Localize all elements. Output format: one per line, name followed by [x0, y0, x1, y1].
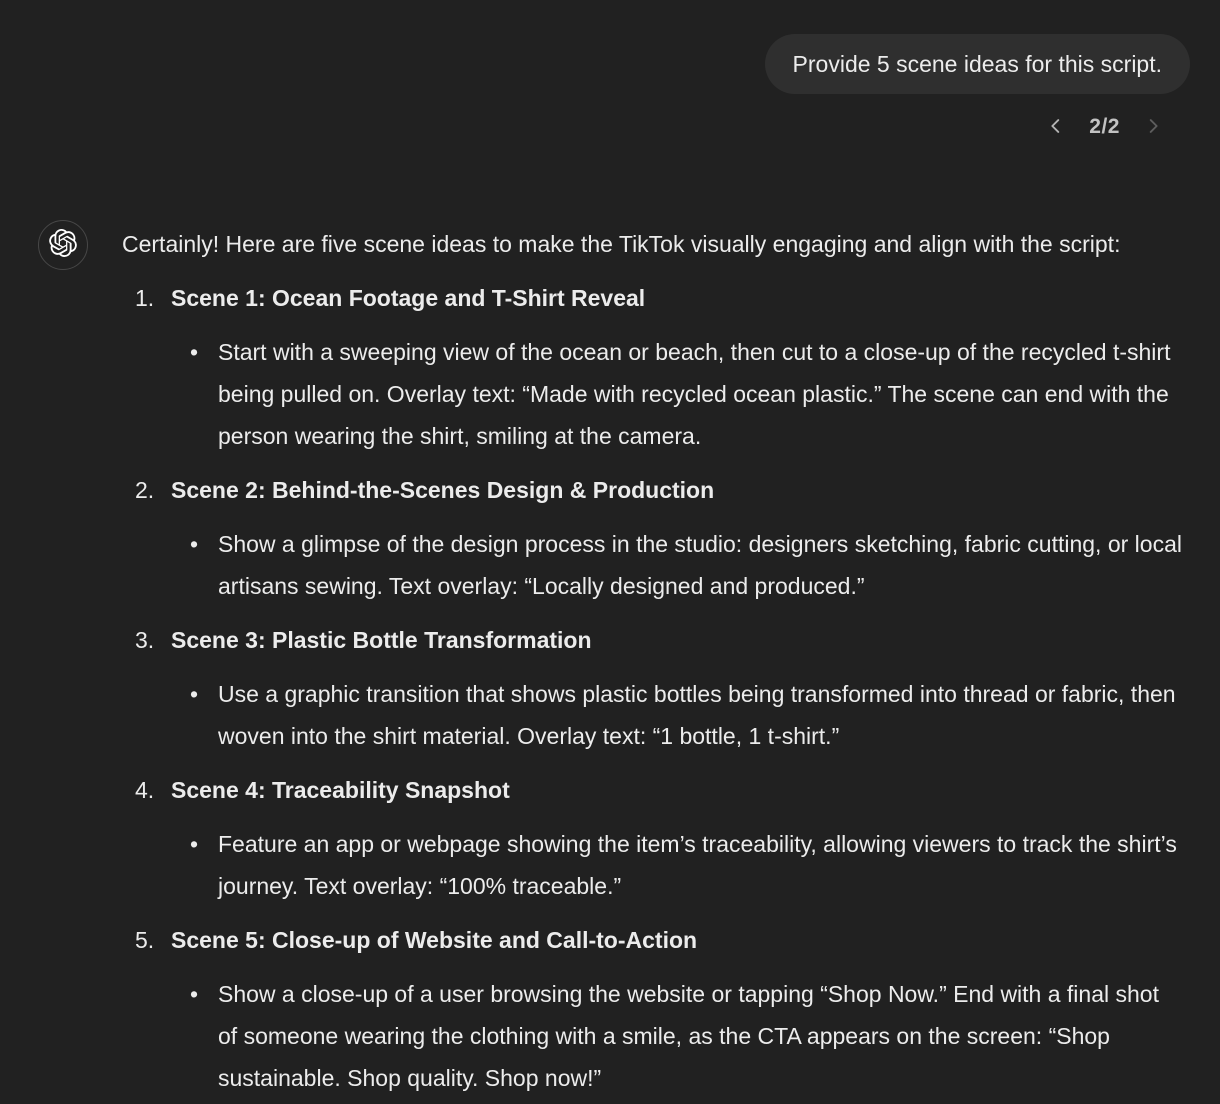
version-navigation: [0, 94, 1220, 140]
scene-list-item-3: [122, 619, 1184, 757]
scene-1-title: Scene 1: Ocean Footage and T-Shirt Reveal: [171, 285, 646, 311]
assistant-intro-text: Certainly! Here are five scene ideas to make the TikTok visually engaging and align with the script:: [122, 231, 1121, 257]
user-message-bubble: [765, 34, 1190, 94]
scene-2-bullet-text: Show a glimpse of the design process in the studio: designers sketching, fabric cutting, or local artisans sewing. Text overlay: “Locally designed and produced.”: [218, 531, 1182, 599]
scene-4-title-row: [122, 769, 1184, 811]
scene-list-item-1: [122, 277, 1184, 457]
scene-2-bullet-row: [122, 523, 1184, 607]
scene-list-item-2: [122, 469, 1184, 607]
scene-1-bullet-row: [122, 331, 1184, 457]
scene-list-item-4: [122, 769, 1184, 907]
openai-logo-icon: [49, 229, 77, 262]
scene-4-bullet-row: [122, 823, 1184, 907]
scene-3-bullet-text: Use a graphic transition that shows plastic bottles being transformed into thread or fabric, then woven into the shirt material. Overlay text: “1 bottle, 1 t-shirt.”: [218, 681, 1176, 749]
scene-4-bullet-text: Feature an app or webpage showing the item’s traceability, allowing viewers to track the shirt’s journey. Text overlay: “100% traceable.”: [218, 831, 1177, 899]
bullet-marker: •: [190, 981, 199, 1007]
scene-1-bullet-text: Start with a sweeping view of the ocean or beach, then cut to a close-up of the recycled t-shirt being pulled on. Overlay text: “Made with recycled ocean plastic.” The scene can end with the person wearing the shirt, smiling at the camera.: [218, 339, 1171, 449]
scene-2-title: Scene 2: Behind-the-Scenes Design & Production: [171, 477, 715, 503]
scene-3-title: Scene 3: Plastic Bottle Transformation: [171, 627, 592, 653]
next-version-button[interactable]: [1142, 115, 1164, 140]
scene-3-number: 3.: [135, 627, 155, 653]
scene-2-title-row: [122, 469, 1184, 511]
bullet-marker: •: [190, 339, 199, 365]
scene-2-number: 2.: [135, 477, 155, 503]
bullet-marker: •: [190, 531, 199, 557]
user-message-text: Provide 5 scene ideas for this script.: [792, 51, 1162, 77]
chevron-left-icon: [1045, 115, 1067, 140]
user-message-row: [0, 0, 1220, 94]
scene-3-bullet-row: [122, 673, 1184, 757]
scene-5-title: Scene 5: Close-up of Website and Call-to-Action: [171, 927, 698, 953]
chevron-right-icon: [1142, 115, 1164, 140]
assistant-message-row: [0, 220, 1220, 1104]
assistant-message-content: [122, 220, 1184, 1104]
scene-1-title-row: [122, 277, 1184, 319]
bullet-marker: •: [190, 681, 199, 707]
version-counter: 2/2: [1089, 115, 1120, 138]
scene-5-bullet-text: Show a close-up of a user browsing the website or tapping “Shop Now.” End with a final shot of someone wearing the clothing with a smile, as the CTA appears on the screen: “Shop sustainable. Shop quality. Shop now!”: [218, 981, 1159, 1091]
scene-4-number: 4.: [135, 777, 155, 803]
scene-3-title-row: [122, 619, 1184, 661]
previous-version-button[interactable]: [1045, 115, 1067, 140]
assistant-avatar: [38, 220, 88, 270]
scene-list-item-5: [122, 919, 1184, 1099]
scene-4-title: Scene 4: Traceability Snapshot: [171, 777, 510, 803]
scene-5-title-row: [122, 919, 1184, 961]
scene-1-number: 1.: [135, 285, 155, 311]
scene-5-bullet-row: [122, 973, 1184, 1099]
bullet-marker: •: [190, 831, 199, 857]
scene-5-number: 5.: [135, 927, 155, 953]
